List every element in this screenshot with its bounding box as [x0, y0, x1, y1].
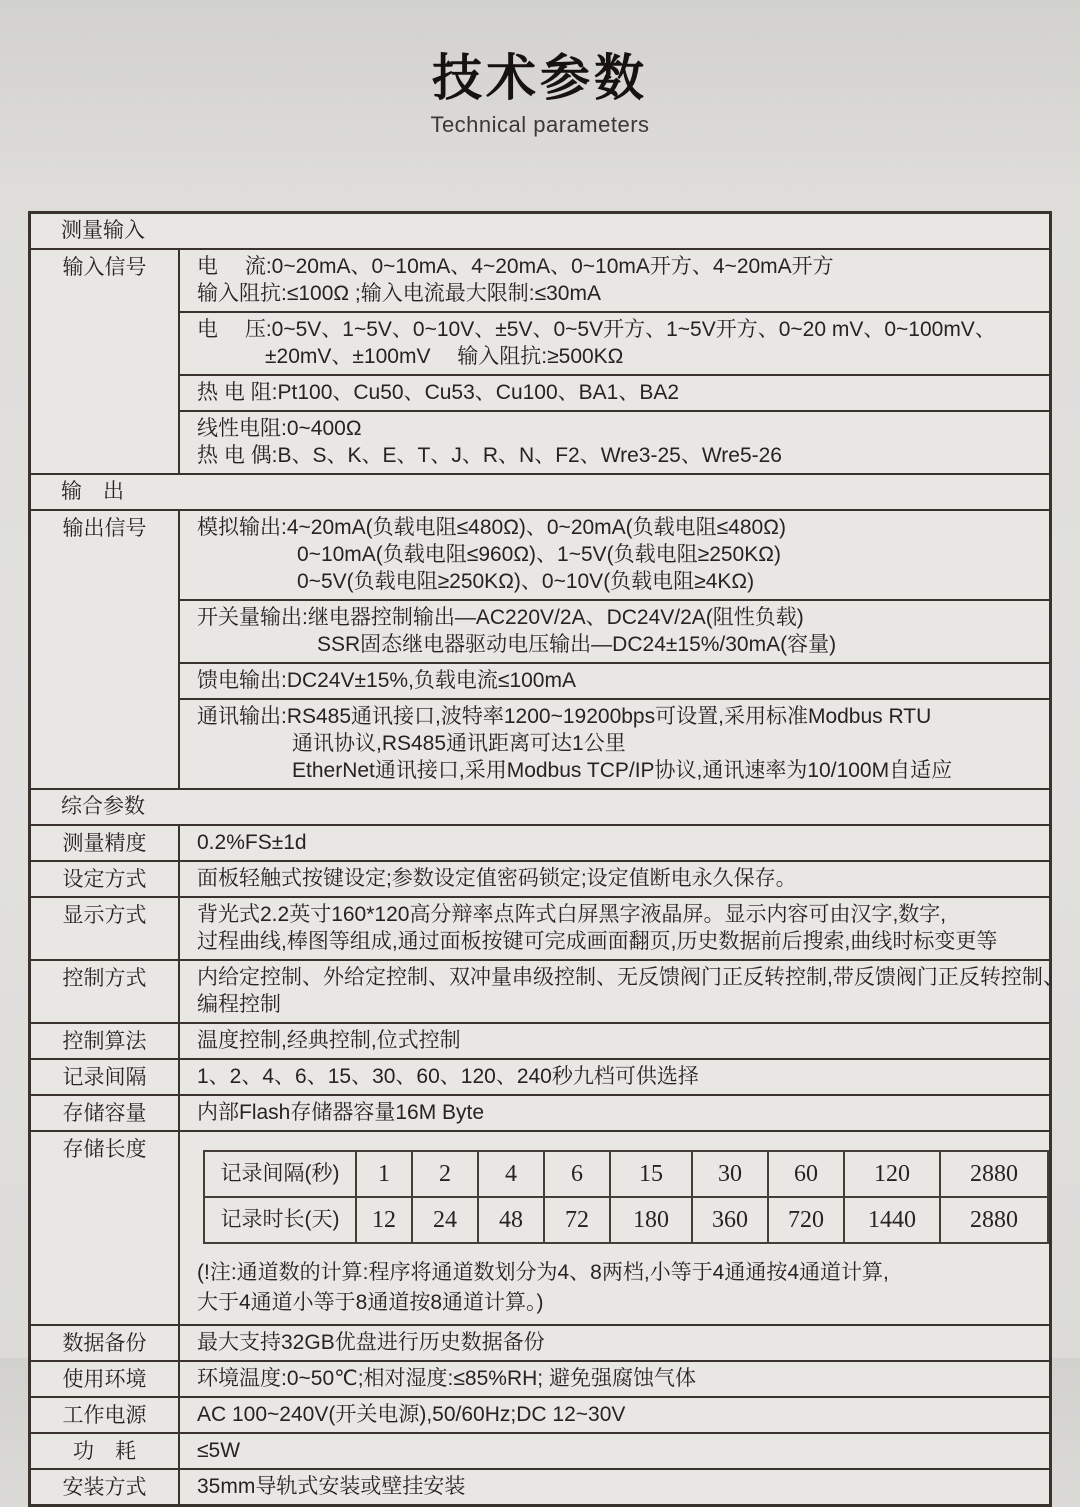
label-record-interval: 记录间隔 [31, 1060, 180, 1094]
spec-line: 环境温度:0~50℃;相对湿度:≤85%RH; 避免强腐蚀气体 [197, 1367, 696, 1390]
spec-line: 内部Flash存储器容量16M Byte [197, 1101, 485, 1124]
spec-line: 过程曲线,棒图等组成,通过面板按键可完成画面翻页,历史数据前后搜索,曲线时标变更等 [197, 930, 998, 953]
spec-line: 0~5V(负载电阻≥250KΩ)、0~10V(负载电阻≥4KΩ) [297, 570, 755, 593]
spec-line: SSR固态继电器驱动电压输出—DC24±15%/30mA(容量) [317, 633, 837, 656]
spec-line: 0~10mA(负载电阻≤960Ω)、1~5V(负载电阻≥250KΩ) [297, 543, 781, 566]
page-header [0, 38, 1080, 138]
label-setting: 设定方式 [31, 862, 180, 896]
spec-line: 电 流:0~20mA、0~10mA、4~20mA、0~10mA开方、4~20mA开方 [197, 255, 834, 278]
label-power-supply: 工作电源 [31, 1398, 180, 1432]
row-algorithm [31, 1022, 1049, 1058]
row-environment [31, 1360, 1049, 1396]
label-accuracy: 测量精度 [31, 826, 180, 860]
display-content [180, 898, 1049, 959]
duration-cell: 48 [478, 1197, 544, 1243]
duration-cell: 2880 [940, 1197, 1048, 1243]
label-storage-length: 存储长度 [31, 1132, 180, 1324]
row-storage-capacity [31, 1094, 1049, 1130]
row-installation [31, 1468, 1049, 1504]
spec-line: 线性电阻:0~400Ω [197, 417, 362, 440]
row-power-supply [31, 1396, 1049, 1432]
row-record-interval [31, 1058, 1049, 1094]
data-backup-content [180, 1326, 1049, 1360]
spec-line: EtherNet通讯接口,采用Modbus TCP/IP协议,通讯速率为10/100M自适应 [292, 759, 953, 782]
spec-line: 温度控制,经典控制,位式控制 [197, 1029, 461, 1052]
section-header-general [31, 788, 1049, 824]
spec-table [28, 211, 1064, 1507]
interval-cell: 6 [544, 1151, 610, 1197]
input-resistance-thermocouple-spec [180, 410, 1049, 473]
setting-content [180, 862, 1049, 896]
label-storage-capacity: 存储容量 [31, 1096, 180, 1130]
section-header-measure-input [31, 214, 1049, 248]
duration-cell: 1440 [844, 1197, 940, 1243]
spec-line: 最大支持32GB优盘进行历史数据备份 [197, 1331, 545, 1354]
environment-content [180, 1362, 1049, 1396]
record-interval-content [180, 1060, 1049, 1094]
output-signal-content [180, 511, 1049, 788]
storage-table-row-durations [204, 1197, 1048, 1243]
section-header-label: 输 出 [61, 480, 124, 503]
spec-line: 输入阻抗:≤100Ω ;输入电流最大限制:≤30mA [197, 282, 601, 305]
spec-line: AC 100~240V(开关电源),50/60Hz;DC 12~30V [197, 1403, 626, 1426]
interval-cell: 15 [610, 1151, 692, 1197]
input-signal-content [180, 250, 1049, 473]
label-data-backup: 数据备份 [31, 1326, 180, 1360]
spec-line: 1、2、4、6、15、30、60、120、240秒九档可供选择 [197, 1065, 699, 1088]
storage-length-content [180, 1132, 1049, 1324]
spec-line: 通讯协议,RS485通讯距离可达1公里 [292, 732, 626, 755]
section-header-label: 测量输入 [61, 219, 145, 242]
label-power-consumption: 功 耗 [31, 1434, 180, 1468]
spec-line: 模拟输出:4~20mA(负载电阻≤480Ω)、0~20mA(负载电阻≤480Ω) [197, 516, 786, 539]
section-header-label: 综合参数 [61, 795, 145, 818]
feed-output-spec [180, 662, 1049, 698]
label-algorithm: 控制算法 [31, 1024, 180, 1058]
storage-note-line-1: (!注:通道数的计算:程序将通道数划分为4、8两档,小等于4通通按4通道计算, [197, 1261, 889, 1284]
duration-cell: 180 [610, 1197, 692, 1243]
power-supply-content [180, 1398, 1049, 1432]
algorithm-content [180, 1024, 1049, 1058]
spec-line: 热 电 偶:B、S、K、E、T、J、R、N、F2、Wre3-25、Wre5-26 [197, 444, 782, 467]
row-control [31, 959, 1064, 1022]
storage-capacity-content [180, 1096, 1049, 1130]
spec-line: 内给定控制、外给定控制、双冲量串级控制、无反馈阀门正反转控制,带反馈阀门正反转控制、 [197, 966, 1064, 989]
duration-cell: 24 [412, 1197, 478, 1243]
duration-row-label: 记录时长(天) [204, 1197, 356, 1243]
label-control: 控制方式 [31, 961, 180, 1022]
duration-cell: 360 [692, 1197, 768, 1243]
interval-row-label: 记录间隔(秒) [204, 1151, 356, 1197]
spec-line: 背光式2.2英寸160*120高分辩率点阵式白屏黑字液晶屏。显示内容可由汉字,数字, [197, 903, 947, 926]
duration-cell: 720 [768, 1197, 844, 1243]
spec-line: 编程控制 [197, 993, 281, 1016]
interval-cell: 2 [412, 1151, 478, 1197]
input-rtd-spec [180, 374, 1049, 410]
duration-cell: 12 [356, 1197, 412, 1243]
comm-output-spec [180, 698, 1049, 788]
label-display: 显示方式 [31, 898, 180, 959]
installation-content [180, 1470, 1049, 1504]
input-voltage-spec [180, 311, 1049, 374]
interval-cell: 1 [356, 1151, 412, 1197]
storage-note [197, 1258, 1049, 1318]
interval-cell: 30 [692, 1151, 768, 1197]
row-display [31, 896, 1049, 959]
label-installation: 安装方式 [31, 1470, 180, 1504]
storage-duration-table [203, 1150, 1049, 1244]
row-accuracy [31, 824, 1049, 860]
spec-line: 馈电输出:DC24V±15%,负载电流≤100mA [197, 669, 576, 692]
interval-cell: 4 [478, 1151, 544, 1197]
row-power-consumption [31, 1432, 1049, 1468]
spec-line: ±20mV、±100mV 输入阻抗:≥500KΩ [265, 345, 624, 368]
spec-line: ≤5W [197, 1439, 241, 1462]
storage-table-row-intervals [204, 1151, 1048, 1197]
control-content [180, 961, 1064, 1022]
switch-output-spec [180, 599, 1049, 662]
row-input-signal [31, 248, 1049, 473]
interval-cell: 2880 [940, 1151, 1048, 1197]
duration-cell: 72 [544, 1197, 610, 1243]
accuracy-content [180, 826, 1049, 860]
spec-line: 开关量输出:继电器控制输出—AC220V/2A、DC24V/2A(阻性负载) [197, 606, 804, 629]
label-environment: 使用环境 [31, 1362, 180, 1396]
interval-cell: 60 [768, 1151, 844, 1197]
row-data-backup [31, 1324, 1049, 1360]
spec-line: 热 电 阻:Pt100、Cu50、Cu53、Cu100、BA1、BA2 [197, 381, 680, 404]
interval-cell: 120 [844, 1151, 940, 1197]
spec-line: 0.2%FS±1d [197, 831, 307, 854]
spec-line: 通讯输出:RS485通讯接口,波特率1200~19200bps可设置,采用标准Modbus RTU [197, 705, 932, 728]
row-setting [31, 860, 1049, 896]
page-title: 技术参数 [432, 50, 648, 106]
spec-line: 电 压:0~5V、1~5V、0~10V、±5V、0~5V开方、1~5V开方、0~20 mV、0~100mV、 [197, 318, 996, 341]
analog-output-spec [180, 511, 1049, 599]
spec-line: 面板轻触式按键设定;参数设定值密码锁定;设定值断电永久保存。 [197, 867, 797, 890]
input-current-spec [180, 250, 1049, 311]
label-input-signal: 输入信号 [31, 250, 180, 473]
row-storage-length [31, 1130, 1049, 1324]
row-output-signal [31, 509, 1049, 788]
power-consumption-content [180, 1434, 1049, 1468]
section-header-output [31, 473, 1049, 509]
spec-line: 35mm导轨式安装或壁挂安装 [197, 1475, 466, 1498]
page-subtitle: Technical parameters [430, 112, 650, 137]
label-output-signal: 输出信号 [31, 511, 180, 788]
storage-note-line-2: 大于4通道小等于8通道按8通道计算。) [197, 1291, 544, 1314]
